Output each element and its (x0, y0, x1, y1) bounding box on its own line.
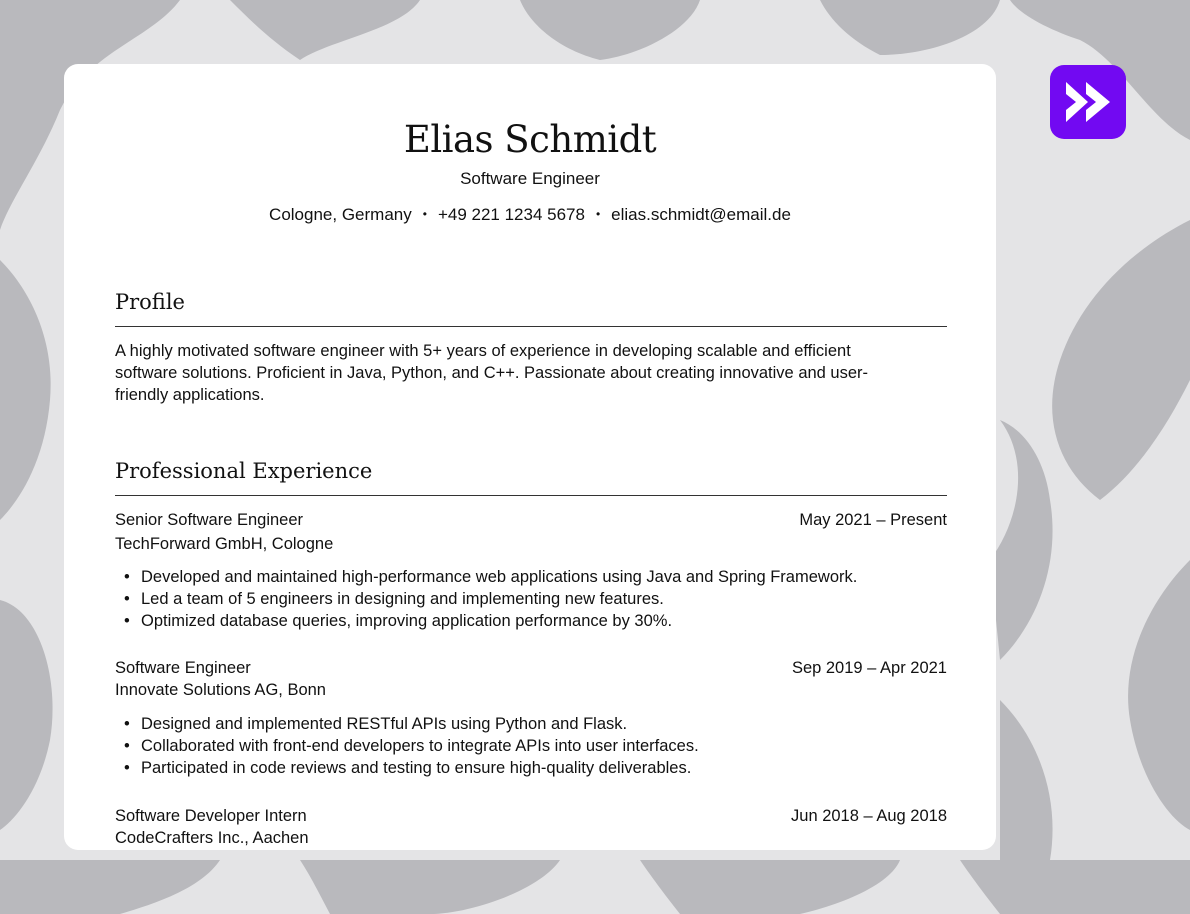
section-divider (115, 326, 947, 327)
job-title: Software Developer Intern (115, 807, 307, 825)
job-dates: Jun 2018 – Aug 2018 (791, 807, 947, 825)
job-company: Innovate Solutions AG, Bonn (115, 681, 326, 699)
separator-dot: • (595, 207, 601, 221)
job-bullet: • Developed and maintained high-performance web applications using Java and Spring Framework. (115, 566, 857, 588)
brand-logo-badge[interactable] (1050, 65, 1126, 139)
job-bullet: • Collaborated with front-end developers to integrate APIs into user interfaces. (115, 735, 699, 757)
job-dates: May 2021 – Present (799, 511, 947, 529)
profile-heading: Profile (115, 290, 185, 314)
resume-name: Elias Schmidt (403, 118, 657, 161)
contact-line (64, 203, 996, 226)
separator-dot: • (422, 207, 427, 221)
job-bullet: • Led a team of 5 engineers in designing and implementing new features. (115, 588, 857, 610)
profile-text: A highly motivated software engineer with 5+ years of experience in developing scalable and efficient software solutions. Proficient in Java, Python, and C++. Passionate about creating innovative and user-friendly applications. (115, 342, 869, 404)
resume-card (64, 64, 996, 850)
contact-email: elias.schmidt@email.de (611, 205, 791, 224)
job-company: CodeCrafters Inc., Aachen (115, 829, 309, 847)
job-dates: Sep 2019 – Apr 2021 (791, 659, 947, 677)
job-company: TechForward GmbH, Cologne (115, 535, 334, 553)
section-divider (115, 495, 947, 496)
job-bullets (115, 713, 699, 779)
job-title: Software Engineer (115, 659, 251, 677)
experience-heading: Professional Experience (115, 459, 373, 483)
contact-location: Cologne, Germany (269, 205, 412, 224)
job-title: Senior Software Engineer (115, 511, 304, 529)
resume-role: Software Engineer (460, 169, 600, 188)
job-bullet: • Optimized database queries, improving application performance by 30%. (115, 610, 857, 632)
double-chevron-forward-icon (1062, 80, 1114, 124)
job-bullets (115, 566, 857, 632)
job-bullet: • Designed and implemented RESTful APIs using Python and Flask. (115, 713, 699, 735)
contact-phone: +49 221 1234 5678 (437, 205, 585, 224)
job-bullet: • Participated in code reviews and testing to ensure high-quality deliverables. (115, 757, 699, 779)
